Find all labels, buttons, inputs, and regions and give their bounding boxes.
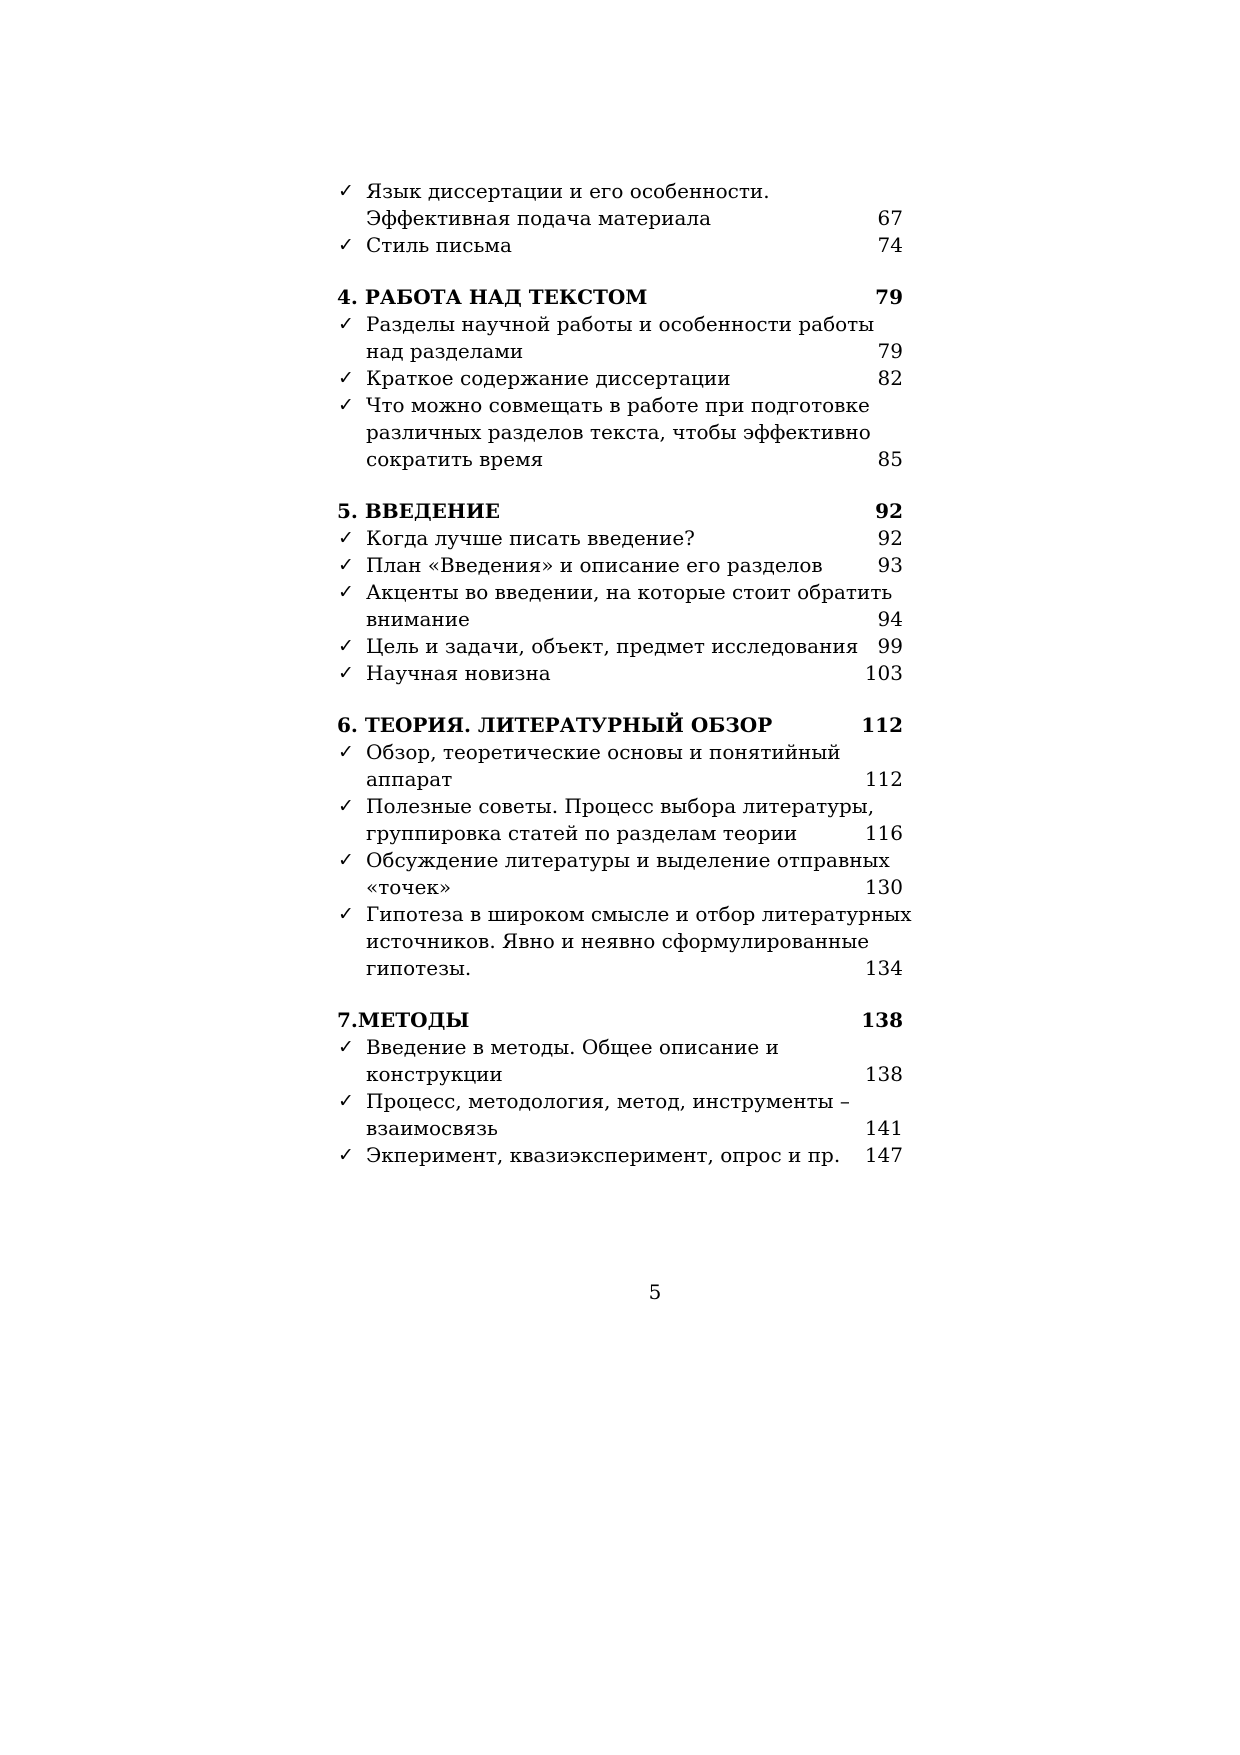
toc-entry-line	[366, 1088, 903, 1115]
toc-entry-line	[366, 311, 903, 338]
checkmark-icon: ✓	[338, 1090, 354, 1112]
toc-entry-text: Обсуждение литературы и выделение отправных	[366, 848, 890, 872]
toc-entry-line	[366, 392, 903, 419]
toc-entry-text: сократить время	[366, 447, 544, 471]
toc-section	[337, 1007, 903, 1169]
toc-section	[337, 712, 912, 982]
toc-entry-line	[366, 579, 903, 606]
toc-entry-page-number: 147	[864, 1143, 903, 1167]
checkmark-icon: ✓	[338, 313, 354, 335]
toc-entry-line	[366, 552, 903, 579]
toc-entry	[337, 579, 903, 633]
toc-entry-page-number: 79	[877, 339, 903, 363]
toc-entry-page-number: 141	[864, 1116, 903, 1140]
toc-entry-text: Экперимент, квазиэксперимент, опрос и пр.	[366, 1143, 841, 1167]
toc-entry-text: различных разделов текста, чтобы эффективно	[366, 420, 871, 444]
toc-entry-line	[366, 446, 903, 473]
toc-entry-line	[366, 766, 903, 793]
toc-entry-text: Акценты во введении, на которые стоит обратить	[366, 580, 893, 604]
toc-entry-text: Эффективная подача материала	[366, 206, 712, 230]
toc-entry-text: Краткое содержание диссертации	[366, 366, 731, 390]
toc-entry-page-number: 116	[864, 821, 903, 845]
section-heading	[337, 284, 903, 311]
toc-entry-text: Разделы научной работы и особенности работы	[366, 312, 875, 336]
toc-entry-text: гипотезы.	[366, 956, 472, 980]
toc-entry-text: Процесс, методология, метод, инструменты –	[366, 1089, 850, 1113]
toc-entry	[337, 552, 903, 579]
toc-entry-page-number: 138	[864, 1062, 903, 1086]
toc-entry-text: группировка статей по разделам теории	[366, 821, 798, 845]
toc-entry	[337, 1142, 903, 1169]
toc-entry-page-number: 103	[864, 661, 903, 685]
toc-entry-text: Полезные советы. Процесс выбора литературы,	[366, 794, 875, 818]
toc-entry-line	[366, 847, 903, 874]
toc-entry	[337, 525, 903, 552]
checkmark-icon: ✓	[338, 527, 354, 549]
toc-entry-text: Введение в методы. Общее описание и	[366, 1035, 779, 1059]
toc-section	[337, 498, 903, 687]
section-page-number: 92	[875, 499, 903, 523]
section-title: 6. ТЕОРИЯ. ЛИТЕРАТУРНЫЙ ОБЗОР	[337, 713, 773, 737]
toc-entry	[337, 847, 903, 901]
toc-entry-text: взаимосвязь	[366, 1116, 498, 1140]
toc-entry-page-number: 85	[877, 447, 903, 471]
checkmark-icon: ✓	[338, 234, 354, 256]
toc-entry-line	[366, 1115, 903, 1142]
checkmark-icon: ✓	[338, 662, 354, 684]
toc-entry-text: Язык диссертации и его особенности.	[366, 179, 770, 203]
section-page-number: 79	[875, 285, 903, 309]
toc-entry-line	[366, 1142, 903, 1169]
toc-entry-text: «точек»	[366, 875, 452, 899]
toc-entry	[337, 232, 903, 259]
toc-entry-line	[366, 232, 903, 259]
toc-entry	[337, 633, 903, 660]
toc-entry-line	[366, 739, 903, 766]
toc-entry-line	[366, 419, 903, 446]
toc-entry	[337, 392, 903, 473]
toc-entry-text: План «Введения» и описание его разделов	[366, 553, 823, 577]
toc-entry-text: Цель и задачи, объект, предмет исследования	[366, 634, 859, 658]
section-heading	[337, 1007, 903, 1034]
checkmark-icon: ✓	[338, 795, 354, 817]
checkmark-icon: ✓	[338, 741, 354, 763]
checkmark-icon: ✓	[338, 903, 354, 925]
toc-entry	[337, 1088, 903, 1142]
toc-entry	[337, 793, 903, 847]
toc-entry-text: Что можно совмещать в работе при подготовке	[366, 393, 870, 417]
toc-entry-line	[366, 633, 903, 660]
toc-entry-page-number: 93	[877, 553, 903, 577]
section-page-number: 138	[861, 1008, 903, 1032]
toc-entry-page-number: 92	[877, 526, 903, 550]
section-title: 7.МЕТОДЫ	[337, 1008, 470, 1032]
toc-entry	[337, 660, 903, 687]
checkmark-icon: ✓	[338, 635, 354, 657]
toc-entry-text: аппарат	[366, 767, 453, 791]
toc-entry-line	[366, 338, 903, 365]
section-title: 4. РАБОТА НАД ТЕКСТОМ	[337, 285, 648, 309]
toc-section	[337, 284, 903, 473]
toc-entry-line	[366, 525, 903, 552]
checkmark-icon: ✓	[338, 581, 354, 603]
toc-entry-text: Научная новизна	[366, 661, 551, 685]
toc-entry-text: внимание	[366, 607, 470, 631]
toc-entry-page-number: 112	[864, 767, 903, 791]
toc-entry-page-number: 99	[877, 634, 903, 658]
toc-entry-page-number: 94	[877, 607, 903, 631]
toc-entry-text: Стиль письма	[366, 233, 512, 257]
toc-entry	[337, 739, 903, 793]
toc-entry	[337, 178, 903, 232]
checkmark-icon: ✓	[338, 367, 354, 389]
toc-entry	[337, 365, 903, 392]
checkmark-icon: ✓	[338, 394, 354, 416]
toc-entry	[337, 311, 903, 365]
checkmark-icon: ✓	[338, 180, 354, 202]
toc-section	[337, 178, 903, 259]
toc-entry-line	[366, 820, 903, 847]
checkmark-icon: ✓	[338, 1036, 354, 1058]
checkmark-icon: ✓	[338, 849, 354, 871]
table-of-contents	[337, 178, 912, 1194]
toc-entry-line	[366, 793, 903, 820]
toc-entry-line	[366, 660, 903, 687]
toc-entry-line	[366, 955, 903, 982]
toc-entry-line	[366, 205, 903, 232]
toc-entry-page-number: 74	[877, 233, 903, 257]
toc-entry-text: конструкции	[366, 1062, 503, 1086]
toc-entry-line	[366, 365, 903, 392]
toc-entry-line	[366, 901, 912, 928]
section-heading	[337, 498, 903, 525]
toc-entry	[337, 1034, 903, 1088]
toc-entry-line	[366, 1061, 903, 1088]
toc-entry-page-number: 82	[877, 366, 903, 390]
toc-entry-line	[366, 178, 903, 205]
toc-entry-page-number: 134	[864, 956, 903, 980]
toc-entry-page-number: 67	[877, 206, 903, 230]
toc-entry-line	[366, 606, 903, 633]
toc-entry-text: Когда лучше писать введение?	[366, 526, 695, 550]
toc-entry-text: Гипотеза в широком смысле и отбор литературных	[366, 902, 912, 926]
checkmark-icon: ✓	[338, 1144, 354, 1166]
toc-entry-line	[366, 1034, 903, 1061]
toc-entry-text: Обзор, теоретические основы и понятийный	[366, 740, 841, 764]
toc-entry-text: источников. Явно и неявно сформулированные	[366, 929, 870, 953]
page-number: 5	[648, 1280, 662, 1304]
section-heading	[337, 712, 903, 739]
toc-entry-line	[366, 874, 903, 901]
section-title: 5. ВВЕДЕНИЕ	[337, 499, 500, 523]
toc-entry	[337, 901, 912, 982]
toc-entry-page-number: 130	[864, 875, 903, 899]
toc-entry-line	[366, 928, 903, 955]
toc-entry-text: над разделами	[366, 339, 524, 363]
checkmark-icon: ✓	[338, 554, 354, 576]
section-page-number: 112	[861, 713, 903, 737]
